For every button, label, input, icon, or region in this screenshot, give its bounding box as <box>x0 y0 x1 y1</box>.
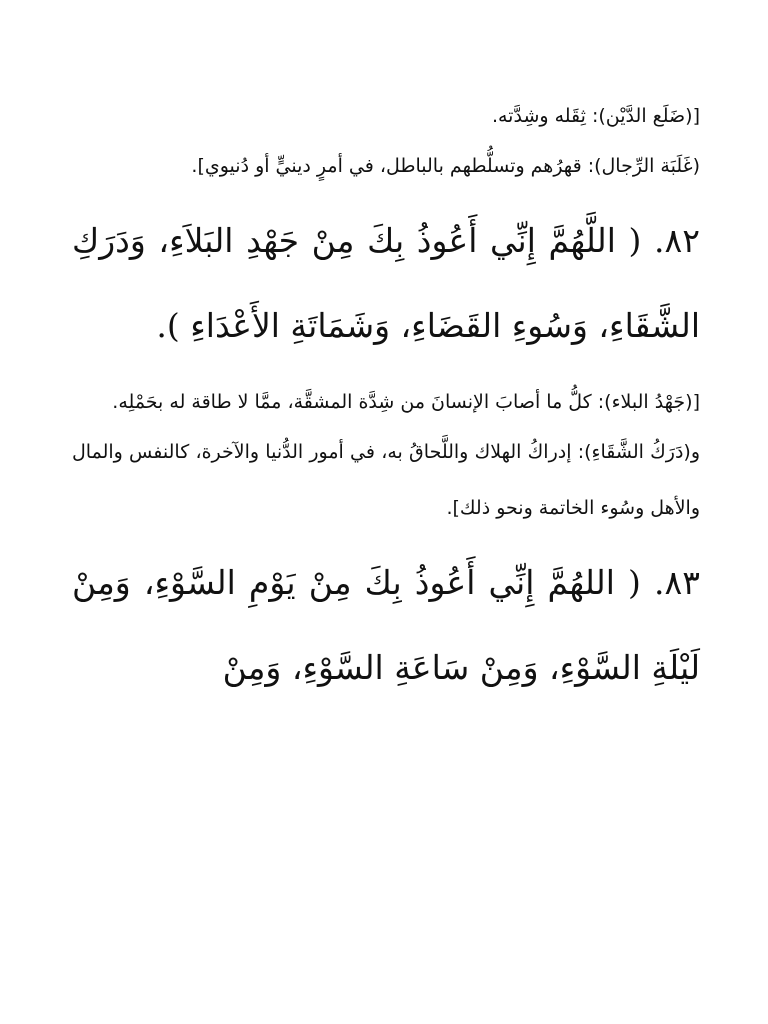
dua-83-number: ٨٣. <box>654 563 700 602</box>
footnote-ghalabat-al-rijal: (غَلَبَة الرِّجال): قهرُهم وتسلُّطهم بالباطل، في أمرٍ دينيٍّ أو دُنيوي]. <box>191 155 700 177</box>
document-page <box>72 88 700 716</box>
dua-83 <box>72 540 700 710</box>
footnote-jahd-al-bala: [(جَهْدُ البلاء): كلُّ ما أصابَ الإنسانَ من شِدَّة المشقَّة، ممَّا لا طاقة له بحَمْلِه. <box>112 391 700 413</box>
dua-82 <box>72 198 700 368</box>
dua-82-number: ٨٢. <box>654 221 700 260</box>
footnote-dala-al-dayn: [(ضَلَع الدَّيْن): ثِقَله وشِدَّته. <box>491 105 700 127</box>
footnote-darak-al-shaqa: و(دَرَكُ الشَّقَاءِ): إدراكُ الهلاك واللَّحاقُ به، في أمور الدُّنيا والآخرة، كالنفس والمال والأهل وسُوء الخاتمة ونحو ذلك]. <box>72 441 700 519</box>
dua-82-text: ( اللَّهُمَّ إِنِّي أَعُوذُ بِكَ مِنْ جَهْدِ البَلاَءِ، وَدَرَكِ الشَّقَاءِ، وَسُوءِ القَضَاءِ، وَشَمَاتَةِ الأَعْدَاءِ ). <box>72 221 700 345</box>
dua-83-text: ( اللهُمَّ إِنِّي أَعُوذُ بِكَ مِنْ يَوْمِ السَّوْءِ، وَمِنْ لَيْلَةِ السَّوْءِ، وَمِنْ سَاعَةِ السَّوْءِ، وَمِنْ <box>72 563 700 687</box>
